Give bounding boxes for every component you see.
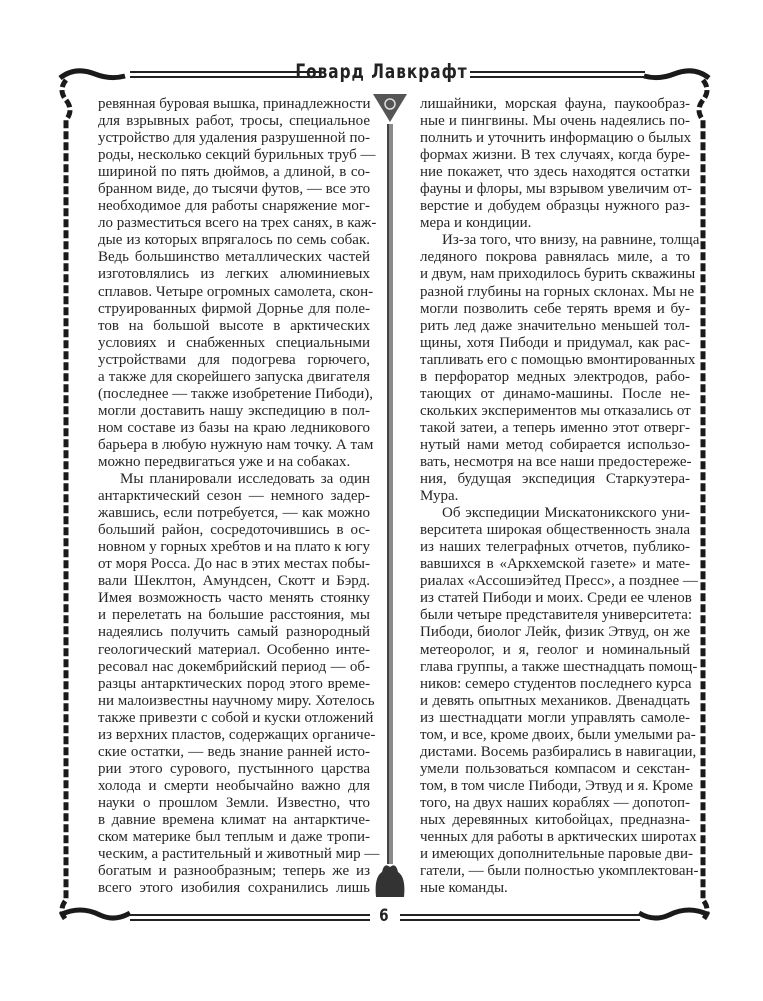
text-line: мера и кондиции. [420,215,532,232]
text-line: ные команды. [420,880,508,897]
text-line: богатым и разнообразным; теперь же из [98,863,370,880]
text-line: такой затеи, а теперь именно этот отверг- [420,419,690,436]
text-line: в давние времена климат на антарктиче- [98,811,370,828]
text-line: разцы антарктических пород этого време- [98,675,370,692]
text-line: и девять опытных механиков. Двенадцать [420,692,690,709]
text-line: полнить и уточнить информацию о былых [420,130,692,147]
text-line: разной глубины на горных склонах. Мы не [420,283,695,300]
text-line: нутый нами метод собирается использо- [420,436,690,453]
text-line: вали Шеклтон, Амундсен, Скотт и Бэрд. [98,573,370,590]
text-line: вавшихся в «Аркхемской газете» и мате- [420,556,690,573]
text-line: умели пользоваться компасом и секстан- [420,760,690,777]
text-line: роды, несколько секций бурильных труб — [98,147,376,164]
text-line: ческим, а растительный и животный мир — [98,846,380,863]
text-line: и двум, нам приходилось бурить скважины [420,266,696,283]
text-line: риалах «Ассошиэйтед Пресс», а позднее — [420,573,698,590]
text-line: ледяного покрова равнялась миле, а то [420,249,690,266]
text-line: Мы планировали исследовать за один [120,471,370,488]
paragraph [98,96,377,471]
text-line: дые из которых впрягалось по семь собак. [98,232,370,249]
text-line: метеоролог, и я, геолог и номинальный [420,641,690,658]
text-line: Мура. [420,488,459,505]
text-line: ском материке был теплым и даже тропи- [98,829,370,846]
text-line: ном составе из базы на краю ледникового [98,419,370,436]
text-line: ревянная буровая вышка, принадлежности [98,96,371,112]
text-line: тапливать его с помощью вмонтированных [420,351,696,368]
text-line: скольких экспериментов мы отказались от [420,402,691,419]
text-line: бранном виде, до тысячи футов, — все это [98,181,371,198]
running-header-author: Говард Лавкрафт [295,60,468,84]
text-line: Из-за того, что внизу, на равнине, толща [442,232,700,249]
paragraph [420,96,690,232]
text-line: жавшись, если потребуется, — как можно [98,505,370,522]
text-line: Имея возможность часто менять стоянку [98,590,370,607]
text-line: лишайники, морская фауна, паукообраз- [420,96,690,112]
text-line: также привезти с собой и куски отложений [98,709,374,726]
text-line: науки о прошлом Земли. Известно, что [98,794,370,811]
text-line: из верхних пластов, содержащих органиче- [98,726,376,743]
text-line: (последнее — также изобретение Пибоди), [98,385,374,402]
text-line: условиях и снабженных специальными [98,334,370,351]
text-line: ни малоизвестны научному миру. Хотелось [98,692,375,709]
text-line: новном у горных хребтов и на плато к югу [98,539,370,556]
text-line: формах жизни. В тех случаях, когда буре- [420,147,690,164]
text-line: антарктический сезон — немного задер- [98,488,370,505]
text-line: ресовал нас докембрийский период — об- [98,658,370,675]
paragraph [420,232,700,505]
text-line: Пибоди, биолог Лейк, физик Этвуд, он же [420,624,690,641]
text-line: струированных фирмой Дорнье для поле- [98,300,370,317]
text-line: надеялись получить самый разнородный [98,624,370,641]
text-line: ло разместиться всего на трех санях, в каж- [98,215,377,232]
text-column-right [420,96,700,897]
text-line: ские остатки, — ведь знание ранней исто- [98,743,370,760]
text-line: могли позволить себе терять время и бу- [420,300,690,317]
text-line: ченных для работы в арктических широтах [420,829,697,846]
text-line: фауны и флоры, мы взрывом увеличим от- [420,181,692,198]
text-line: вать, несмотря на все наши предостереже- [420,453,692,470]
text-line: дистами. Восемь разбирались в навигации, [420,743,697,760]
footer-rule-right [400,914,640,921]
text-line: гатели, — были полностью укомплектован- [420,863,699,880]
text-line: в перфоратор медных электродов, рабо- [420,368,690,385]
text-line: верситета широкая общественность знала [420,522,690,539]
paragraph [98,471,380,897]
text-line: рить лед даже значительно меньшей тол- [420,317,690,334]
text-line: ных деревянных китобойцах, предназна- [420,811,690,828]
text-line: холода и смерти необычайно важно для [98,777,370,794]
text-line: были четыре представителя университета: [420,607,693,624]
text-line: сплавов. Четыре огромных самолета, скон- [98,283,374,300]
text-line: устройство для удаления разрушенной по- [98,130,370,147]
text-line: том, в том числе Пибоди, Этвуд и я. Кроме [420,777,694,794]
text-line: ников: семеро студентов последнего курса [420,675,692,692]
text-line: а также для скорейшего запуска двигателя [98,368,370,385]
page-number: 6 [379,906,389,926]
text-line: верстие и добудем образцы нужного раз- [420,198,690,215]
text-line: из статей Пибоди и моих. Среди ее членов [420,590,692,607]
text-line: шириной по пять дюймов, а длиной, в со- [98,164,370,181]
text-line: том, и все, кроме двоих, были умелыми ра- [420,726,696,743]
text-line: и перелетать на большие расстояния, мы [98,607,370,624]
text-line: могли доставить нашу экспедицию в пол- [98,402,370,419]
text-line: для взрывных работ, тросы, специальное [98,113,370,130]
text-line: геологический материал. Особенно инте- [98,641,370,658]
text-line: необходимое для работы снаряжение мог- [98,198,370,215]
text-line: Об экспедиции Мискатоникского уни- [442,505,690,522]
text-line: ния, будущая экспедиция Старкуэтера- [420,471,690,488]
text-line: от моря Росса. До нас в этих местах побы- [98,556,370,573]
text-line: рии этого сурового, пустынного царства [98,760,370,777]
text-line: из шестнадцати могли управлять самоле- [420,709,690,726]
column-divider-ornament [370,92,410,902]
text-line: больший район, сосредоточившись в ос- [98,522,370,539]
text-line: из наших телеграфных отчетов, публико- [420,539,690,556]
text-column-left [98,96,380,897]
text-line: тов на большой высоте в арктических [98,317,370,334]
paragraph [420,505,699,897]
text-line: всего этого изобилия сохранились лишь [98,880,370,897]
text-line: и имеющих дополнительные паровые дви- [420,846,694,863]
text-line: Ведь большинство металлических частей [98,249,370,266]
text-line: барьера в любую нужную нам точку. А там [98,436,374,453]
text-line: щины, хотя Пибоди и придумал, как рас- [420,334,690,351]
text-line: ние покажет, что здесь находятся остатки [420,164,690,181]
text-line: можно передвигаться уже и на собаках. [98,453,351,470]
text-line: устройствами для подогрева горючего, [98,351,370,368]
text-line: глава группы, а также шестнадцать помощ- [420,658,698,675]
text-line: ные и пингвины. Мы очень надеялись по- [420,113,690,130]
footer-rule-left [130,914,370,921]
text-line: того, на двух наших кораблях — допотоп- [420,794,690,811]
text-line: тающих от динамо-машины. После не- [420,385,690,402]
text-line: изготовлялись из легких алюминиевых [98,266,370,283]
